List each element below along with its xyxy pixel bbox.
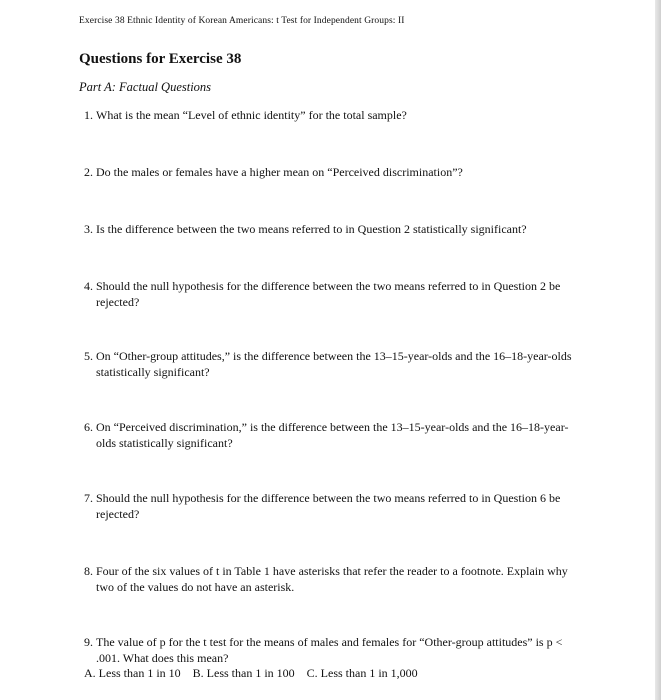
question-4 <box>84 279 584 310</box>
question-number: 4. <box>84 279 93 293</box>
question-text: What is the mean “Level of ethnic identity” for the total sample? <box>96 108 407 122</box>
option-b: B. Less than 1 in 100 <box>192 666 295 680</box>
question-2 <box>84 165 584 181</box>
question-number: 6. <box>84 420 93 434</box>
question-5 <box>84 349 584 380</box>
question-text: The value of p for the t test for the means of males and females for “Other-group attitudes” is p < .001. What does this mean? <box>96 635 563 665</box>
question-number: 5. <box>84 349 93 363</box>
question-number: 1. <box>84 108 93 122</box>
question-text: Is the difference between the two means referred to in Question 2 statistically significant? <box>96 222 527 236</box>
question-1 <box>84 108 584 124</box>
question-8 <box>84 564 584 595</box>
question-number: 3. <box>84 222 93 236</box>
question-text: On “Other-group attitudes,” is the difference between the 13–15-year-olds and the 16–18-year-olds statistically significant? <box>96 349 572 379</box>
option-a: A. Less than 1 in 10 <box>84 666 181 680</box>
running-header: Exercise 38 Ethnic Identity of Korean Americans: t Test for Independent Groups: II <box>79 16 405 26</box>
part-title: Part A: Factual Questions <box>79 80 212 94</box>
question-text: Four of the six values of t in Table 1 have asterisks that refer the reader to a footnote. Explain why two of the values do not have an asterisk. <box>96 564 568 594</box>
question-number: 9. <box>84 635 93 649</box>
question-9 <box>84 635 584 682</box>
option-c: C. Less than 1 in 1,000 <box>306 666 418 680</box>
exercise-title: Questions for Exercise 38 <box>79 51 242 67</box>
question-number: 2. <box>84 165 93 179</box>
question-number: 8. <box>84 564 93 578</box>
question-7 <box>84 491 584 522</box>
question-text: Do the males or females have a higher mean on “Perceived discrimination”? <box>96 165 463 179</box>
question-6 <box>84 420 584 451</box>
question-number: 7. <box>84 491 93 505</box>
question-3 <box>84 222 584 238</box>
answer-options <box>84 666 584 682</box>
question-text: Should the null hypothesis for the difference between the two means referred to in Question 6 be rejected? <box>96 491 561 521</box>
question-text: On “Perceived discrimination,” is the difference between the 13–15-year-olds and the 16–18-year-olds statistically significant? <box>96 420 569 450</box>
page-edge-shadow <box>655 0 661 700</box>
question-text: Should the null hypothesis for the difference between the two means referred to in Question 2 be rejected? <box>96 279 561 309</box>
